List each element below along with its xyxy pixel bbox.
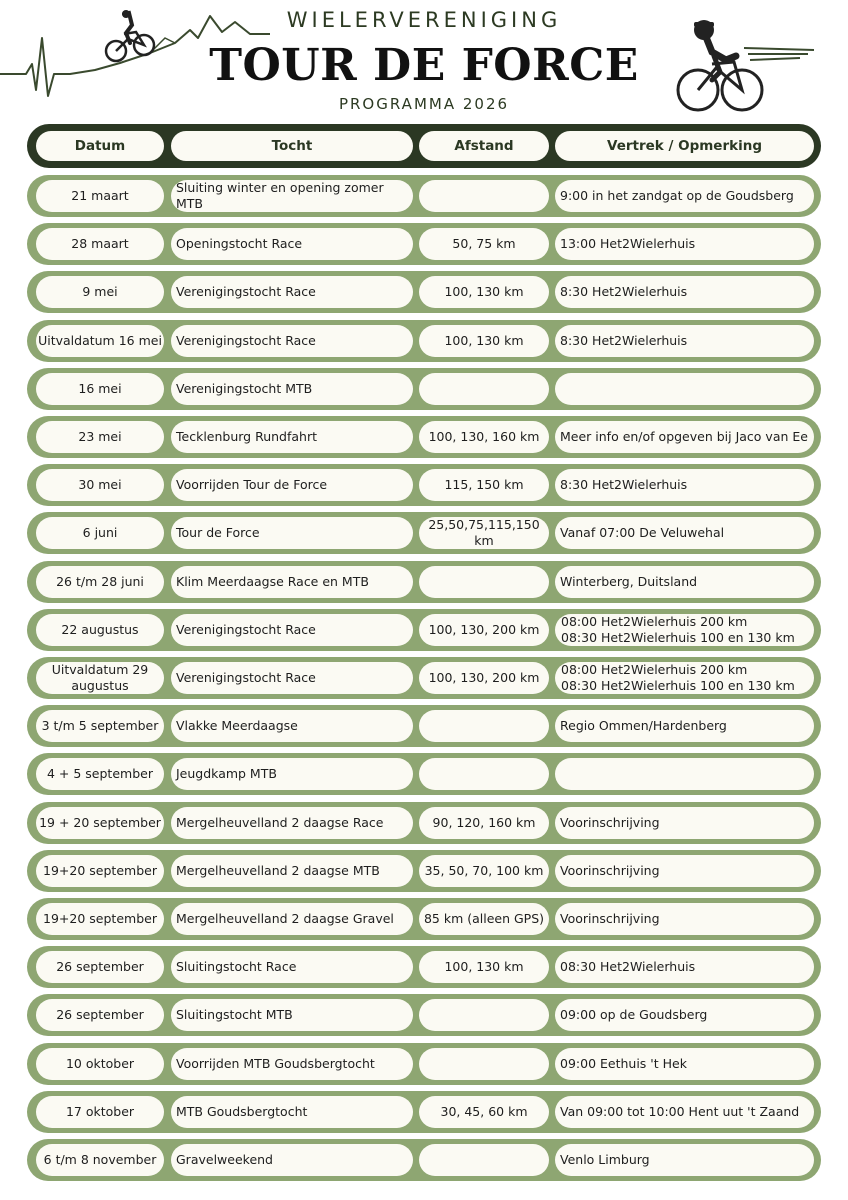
cell-datum: 6 t/m 8 november xyxy=(36,1144,164,1176)
cell-afstand: 100, 130, 200 km xyxy=(419,614,549,646)
vertrek-line: 13:00 Het2Wielerhuis xyxy=(560,236,696,252)
vertrek-line: 8:30 Het2Wielerhuis xyxy=(560,477,688,493)
cell-datum: 22 augustus xyxy=(36,614,164,646)
cell-datum: 28 maart xyxy=(36,228,164,260)
cell-datum: 21 maart xyxy=(36,180,164,212)
vertrek-line: Venlo Limburg xyxy=(560,1152,650,1168)
cell-afstand xyxy=(419,710,549,742)
cell-afstand: 85 km (alleen GPS) xyxy=(419,903,549,935)
cell-afstand: 115, 150 km xyxy=(419,469,549,501)
cell-datum: 16 mei xyxy=(36,373,164,405)
cell-vertrek xyxy=(555,710,814,742)
page-title: TOUR DE FORCE xyxy=(209,40,639,91)
cell-tocht: Sluitingstocht MTB xyxy=(171,999,413,1031)
cell-tocht: Verenigingstocht MTB xyxy=(171,373,413,405)
vertrek-line: 8:30 Het2Wielerhuis xyxy=(560,284,688,300)
cell-datum: 19+20 september xyxy=(36,855,164,887)
cell-tocht: Vlakke Meerdaagse xyxy=(171,710,413,742)
cell-tocht: Voorrijden Tour de Force xyxy=(171,469,413,501)
cell-afstand: 100, 130 km xyxy=(419,276,549,308)
cell-vertrek xyxy=(555,614,814,646)
cell-afstand: 100, 130 km xyxy=(419,951,549,983)
cell-afstand: 100, 130 km xyxy=(419,325,549,357)
cell-afstand: 100, 130, 200 km xyxy=(419,662,549,694)
cell-vertrek xyxy=(555,228,814,260)
cell-datum: 26 september xyxy=(36,999,164,1031)
cell-afstand xyxy=(419,999,549,1031)
cell-afstand xyxy=(419,566,549,598)
page-header xyxy=(0,0,848,120)
cell-datum: 10 oktober xyxy=(36,1048,164,1080)
cell-datum: 4 + 5 september xyxy=(36,758,164,790)
vertrek-line: 08:00 Het2Wielerhuis 200 km xyxy=(561,662,748,678)
column-header-datum: Datum xyxy=(36,131,164,161)
cell-vertrek xyxy=(555,517,814,549)
cell-datum: 19 + 20 september xyxy=(36,807,164,839)
vertrek-line: Vanaf 07:00 De Veluwehal xyxy=(560,525,725,541)
cell-tocht: MTB Goudsbergtocht xyxy=(171,1096,413,1128)
cell-tocht: Jeugdkamp MTB xyxy=(171,758,413,790)
cell-vertrek xyxy=(555,276,814,308)
cell-tocht: Tecklenburg Rundfahrt xyxy=(171,421,413,453)
cell-datum: Uitvaldatum 29 augustus xyxy=(36,662,164,694)
cell-afstand: 90, 120, 160 km xyxy=(419,807,549,839)
cell-afstand xyxy=(419,1144,549,1176)
cell-vertrek xyxy=(555,1048,814,1080)
cell-vertrek xyxy=(555,662,814,694)
vertrek-line: 08:00 Het2Wielerhuis 200 km xyxy=(561,614,748,630)
cell-tocht: Verenigingstocht Race xyxy=(171,662,413,694)
cell-vertrek xyxy=(555,325,814,357)
cell-vertrek xyxy=(555,807,814,839)
vertrek-line: Meer info en/of opgeven bij Jaco van Ee xyxy=(560,429,808,445)
vertrek-line: Van 09:00 tot 10:00 Hent uut 't Zaand xyxy=(560,1104,800,1120)
page-subtitle: PROGRAMMA 2026 xyxy=(338,95,510,113)
cell-datum: 23 mei xyxy=(36,421,164,453)
cell-tocht: Openingstocht Race xyxy=(171,228,413,260)
cell-tocht: Verenigingstocht Race xyxy=(171,614,413,646)
cell-datum: 26 t/m 28 juni xyxy=(36,566,164,598)
cell-tocht: Mergelheuvelland 2 daagse MTB xyxy=(171,855,413,887)
cell-vertrek xyxy=(555,566,814,598)
cell-tocht: Mergelheuvelland 2 daagse Gravel xyxy=(171,903,413,935)
cell-vertrek xyxy=(555,903,814,935)
cell-datum: 9 mei xyxy=(36,276,164,308)
cell-afstand: 25,50,75,115,150 km xyxy=(419,517,549,549)
vertrek-line: 9:00 in het zandgat op de Goudsberg xyxy=(560,188,794,204)
cell-afstand xyxy=(419,180,549,212)
vertrek-line: Voorinschrijving xyxy=(560,863,660,879)
cell-datum: 30 mei xyxy=(36,469,164,501)
cell-afstand: 100, 130, 160 km xyxy=(419,421,549,453)
cell-vertrek xyxy=(555,180,814,212)
cell-datum: 26 september xyxy=(36,951,164,983)
cell-tocht: Sluitingstocht Race xyxy=(171,951,413,983)
cell-datum: Uitvaldatum 16 mei xyxy=(36,325,164,357)
cell-vertrek xyxy=(555,1096,814,1128)
column-header-vertrek: Vertrek / Opmerking xyxy=(555,131,814,161)
cell-datum: 3 t/m 5 september xyxy=(36,710,164,742)
cell-vertrek xyxy=(555,373,814,405)
cell-datum: 6 juni xyxy=(36,517,164,549)
cell-afstand xyxy=(419,758,549,790)
cell-afstand: 30, 45, 60 km xyxy=(419,1096,549,1128)
cell-tocht: Sluiting winter en opening zomer MTB xyxy=(171,180,413,212)
cell-vertrek xyxy=(555,469,814,501)
cell-datum: 17 oktober xyxy=(36,1096,164,1128)
cell-tocht: Verenigingstocht Race xyxy=(171,276,413,308)
cell-afstand: 50, 75 km xyxy=(419,228,549,260)
column-header-tocht: Tocht xyxy=(171,131,413,161)
vertrek-line: Voorinschrijving xyxy=(560,815,660,831)
cell-tocht: Tour de Force xyxy=(171,517,413,549)
cell-vertrek xyxy=(555,1144,814,1176)
vertrek-line: 09:00 op de Goudsberg xyxy=(560,1007,708,1023)
cell-tocht: Mergelheuvelland 2 daagse Race xyxy=(171,807,413,839)
vertrek-line: Winterberg, Duitsland xyxy=(560,574,698,590)
cell-datum: 19+20 september xyxy=(36,903,164,935)
cell-afstand: 35, 50, 70, 100 km xyxy=(419,855,549,887)
cell-afstand xyxy=(419,373,549,405)
vertrek-line: 08:30 Het2Wielerhuis xyxy=(560,959,696,975)
vertrek-line: 08:30 Het2Wielerhuis 100 en 130 km xyxy=(561,630,795,645)
cell-vertrek xyxy=(555,999,814,1031)
cell-tocht: Voorrijden MTB Goudsbergtocht xyxy=(171,1048,413,1080)
cell-tocht: Verenigingstocht Race xyxy=(171,325,413,357)
cell-vertrek xyxy=(555,758,814,790)
cell-afstand xyxy=(419,1048,549,1080)
cell-vertrek xyxy=(555,855,814,887)
cell-tocht: Klim Meerdaagse Race en MTB xyxy=(171,566,413,598)
cell-vertrek xyxy=(555,951,814,983)
vertrek-line: 09:00 Eethuis 't Hek xyxy=(560,1056,687,1072)
vertrek-line: 08:30 Het2Wielerhuis 100 en 130 km xyxy=(561,678,795,693)
cell-tocht: Gravelweekend xyxy=(171,1144,413,1176)
club-name: WIELERVERENIGING xyxy=(286,8,562,32)
column-header-afstand: Afstand xyxy=(419,131,549,161)
cell-vertrek xyxy=(555,421,814,453)
vertrek-line: 8:30 Het2Wielerhuis xyxy=(560,333,688,349)
vertrek-line: Regio Ommen/Hardenberg xyxy=(560,718,727,734)
vertrek-line: Voorinschrijving xyxy=(560,911,660,927)
